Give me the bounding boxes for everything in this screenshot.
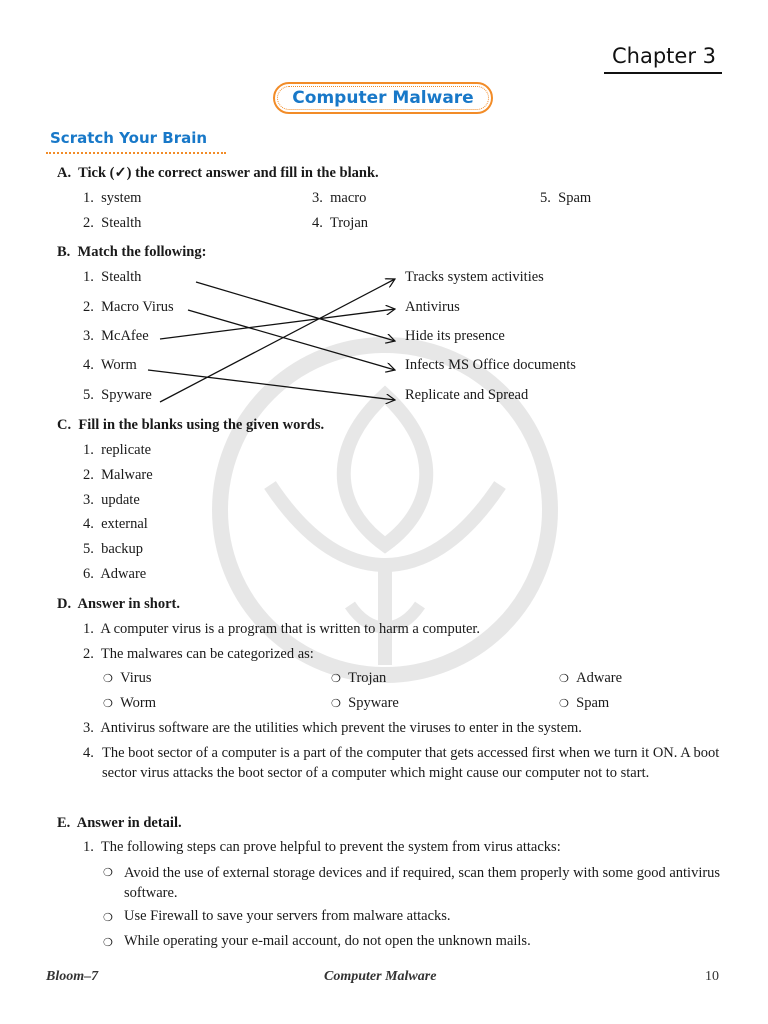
bullet-icon: ❍ — [103, 697, 113, 710]
short-answer-3: 3. Antivirus software are the utilities which prevent the viruses to enter in the system. — [83, 720, 582, 736]
match-right-1: Tracks system activities — [405, 269, 544, 285]
blank-c-1: 1. replicate — [83, 442, 152, 458]
answer-a-5: 5. Spam — [540, 190, 592, 206]
answer-a-3: 3. macro — [312, 190, 367, 206]
short-answer-1: 1. A computer virus is a program that is written to harm a computer. — [83, 621, 481, 637]
bullet-icon: ❍ — [331, 672, 341, 685]
footer-chapter-name: Computer Malware — [324, 969, 437, 984]
match-arrow-worm — [148, 370, 395, 400]
match-right-2: Antivirus — [405, 299, 460, 315]
chapter-label: Chapter 3 — [612, 44, 716, 68]
match-left-2: 2. Macro Virus — [83, 299, 174, 315]
short-answer-4-number: 4. — [83, 745, 94, 761]
malware-type-adware: ❍ Adware — [559, 670, 623, 686]
blank-c-5: 5. backup — [83, 541, 143, 557]
short-answer-4: The boot sector of a computer is a part of the computer that gets accessed first when we turn it ON. A boot sector virus attacks the boot sector of a computer which might cause our computer not to start. — [102, 745, 720, 781]
answer-a-4: 4. Trojan — [312, 215, 369, 231]
match-left-3: 3. McAfee — [83, 328, 149, 344]
blank-c-2: 2. Malware — [83, 467, 153, 483]
bullet-icon: ❍ — [103, 911, 113, 924]
match-arrow-macro — [188, 310, 395, 370]
detail-bullet-1: Avoid the use of external storage devices and if required, scan them properly with some good antivirus software. — [124, 865, 721, 901]
blank-c-6: 6. Adware — [83, 566, 147, 582]
bullet-icon: ❍ — [559, 697, 569, 710]
match-arrow-mcafee — [160, 309, 395, 339]
detail-bullet-2: Use Firewall to save your servers from malware attacks. — [124, 908, 451, 924]
malware-type-trojan: ❍ Trojan — [331, 670, 387, 686]
section-e-heading: E. Answer in detail. — [57, 815, 182, 831]
bullet-icon: ❍ — [103, 936, 113, 949]
malware-type-spam: ❍ Spam — [559, 695, 610, 711]
match-right-5: Replicate and Spread — [405, 387, 529, 403]
detail-answer-1: 1. The following steps can prove helpful to prevent the system from virus attacks: — [83, 839, 561, 855]
malware-type-worm: ❍ Worm — [103, 695, 157, 711]
match-arrow-stealth — [196, 282, 395, 341]
answer-a-2: 2. Stealth — [83, 215, 142, 231]
match-right-3: Hide its presence — [405, 328, 505, 344]
section-c-heading: C. Fill in the blanks using the given words. — [57, 417, 325, 433]
detail-bullet-3: While operating your e-mail account, do not open the unknown mails. — [124, 933, 531, 949]
bullet-icon: ❍ — [103, 866, 113, 879]
bullet-icon: ❍ — [103, 672, 113, 685]
blank-c-3: 3. update — [83, 492, 140, 508]
match-arrow-spyware — [160, 279, 395, 402]
bullet-icon: ❍ — [559, 672, 569, 685]
short-answer-2: 2. The malwares can be categorized as: — [83, 646, 314, 662]
section-subtitle: Scratch Your Brain — [50, 129, 208, 147]
page-title: Computer Malware — [292, 88, 474, 108]
match-left-1: 1. Stealth — [83, 269, 142, 285]
footer-book-name: Bloom–7 — [46, 969, 99, 984]
page-number: 10 — [705, 969, 719, 984]
blank-c-4: 4. external — [83, 516, 148, 532]
section-a-heading: A. Tick (✓) the correct answer and fill in the blank. — [57, 165, 379, 181]
bullet-icon: ❍ — [331, 697, 341, 710]
section-d-heading: D. Answer in short. — [57, 596, 180, 612]
match-left-4: 4. Worm — [83, 357, 137, 373]
match-right-4: Infects MS Office documents — [405, 357, 576, 373]
malware-type-spyware: ❍ Spyware — [331, 695, 399, 711]
malware-type-virus: ❍ Virus — [103, 670, 152, 686]
match-left-5: 5. Spyware — [83, 387, 152, 403]
section-b-heading: B. Match the following: — [57, 244, 207, 260]
answer-a-1: 1. system — [83, 190, 142, 206]
